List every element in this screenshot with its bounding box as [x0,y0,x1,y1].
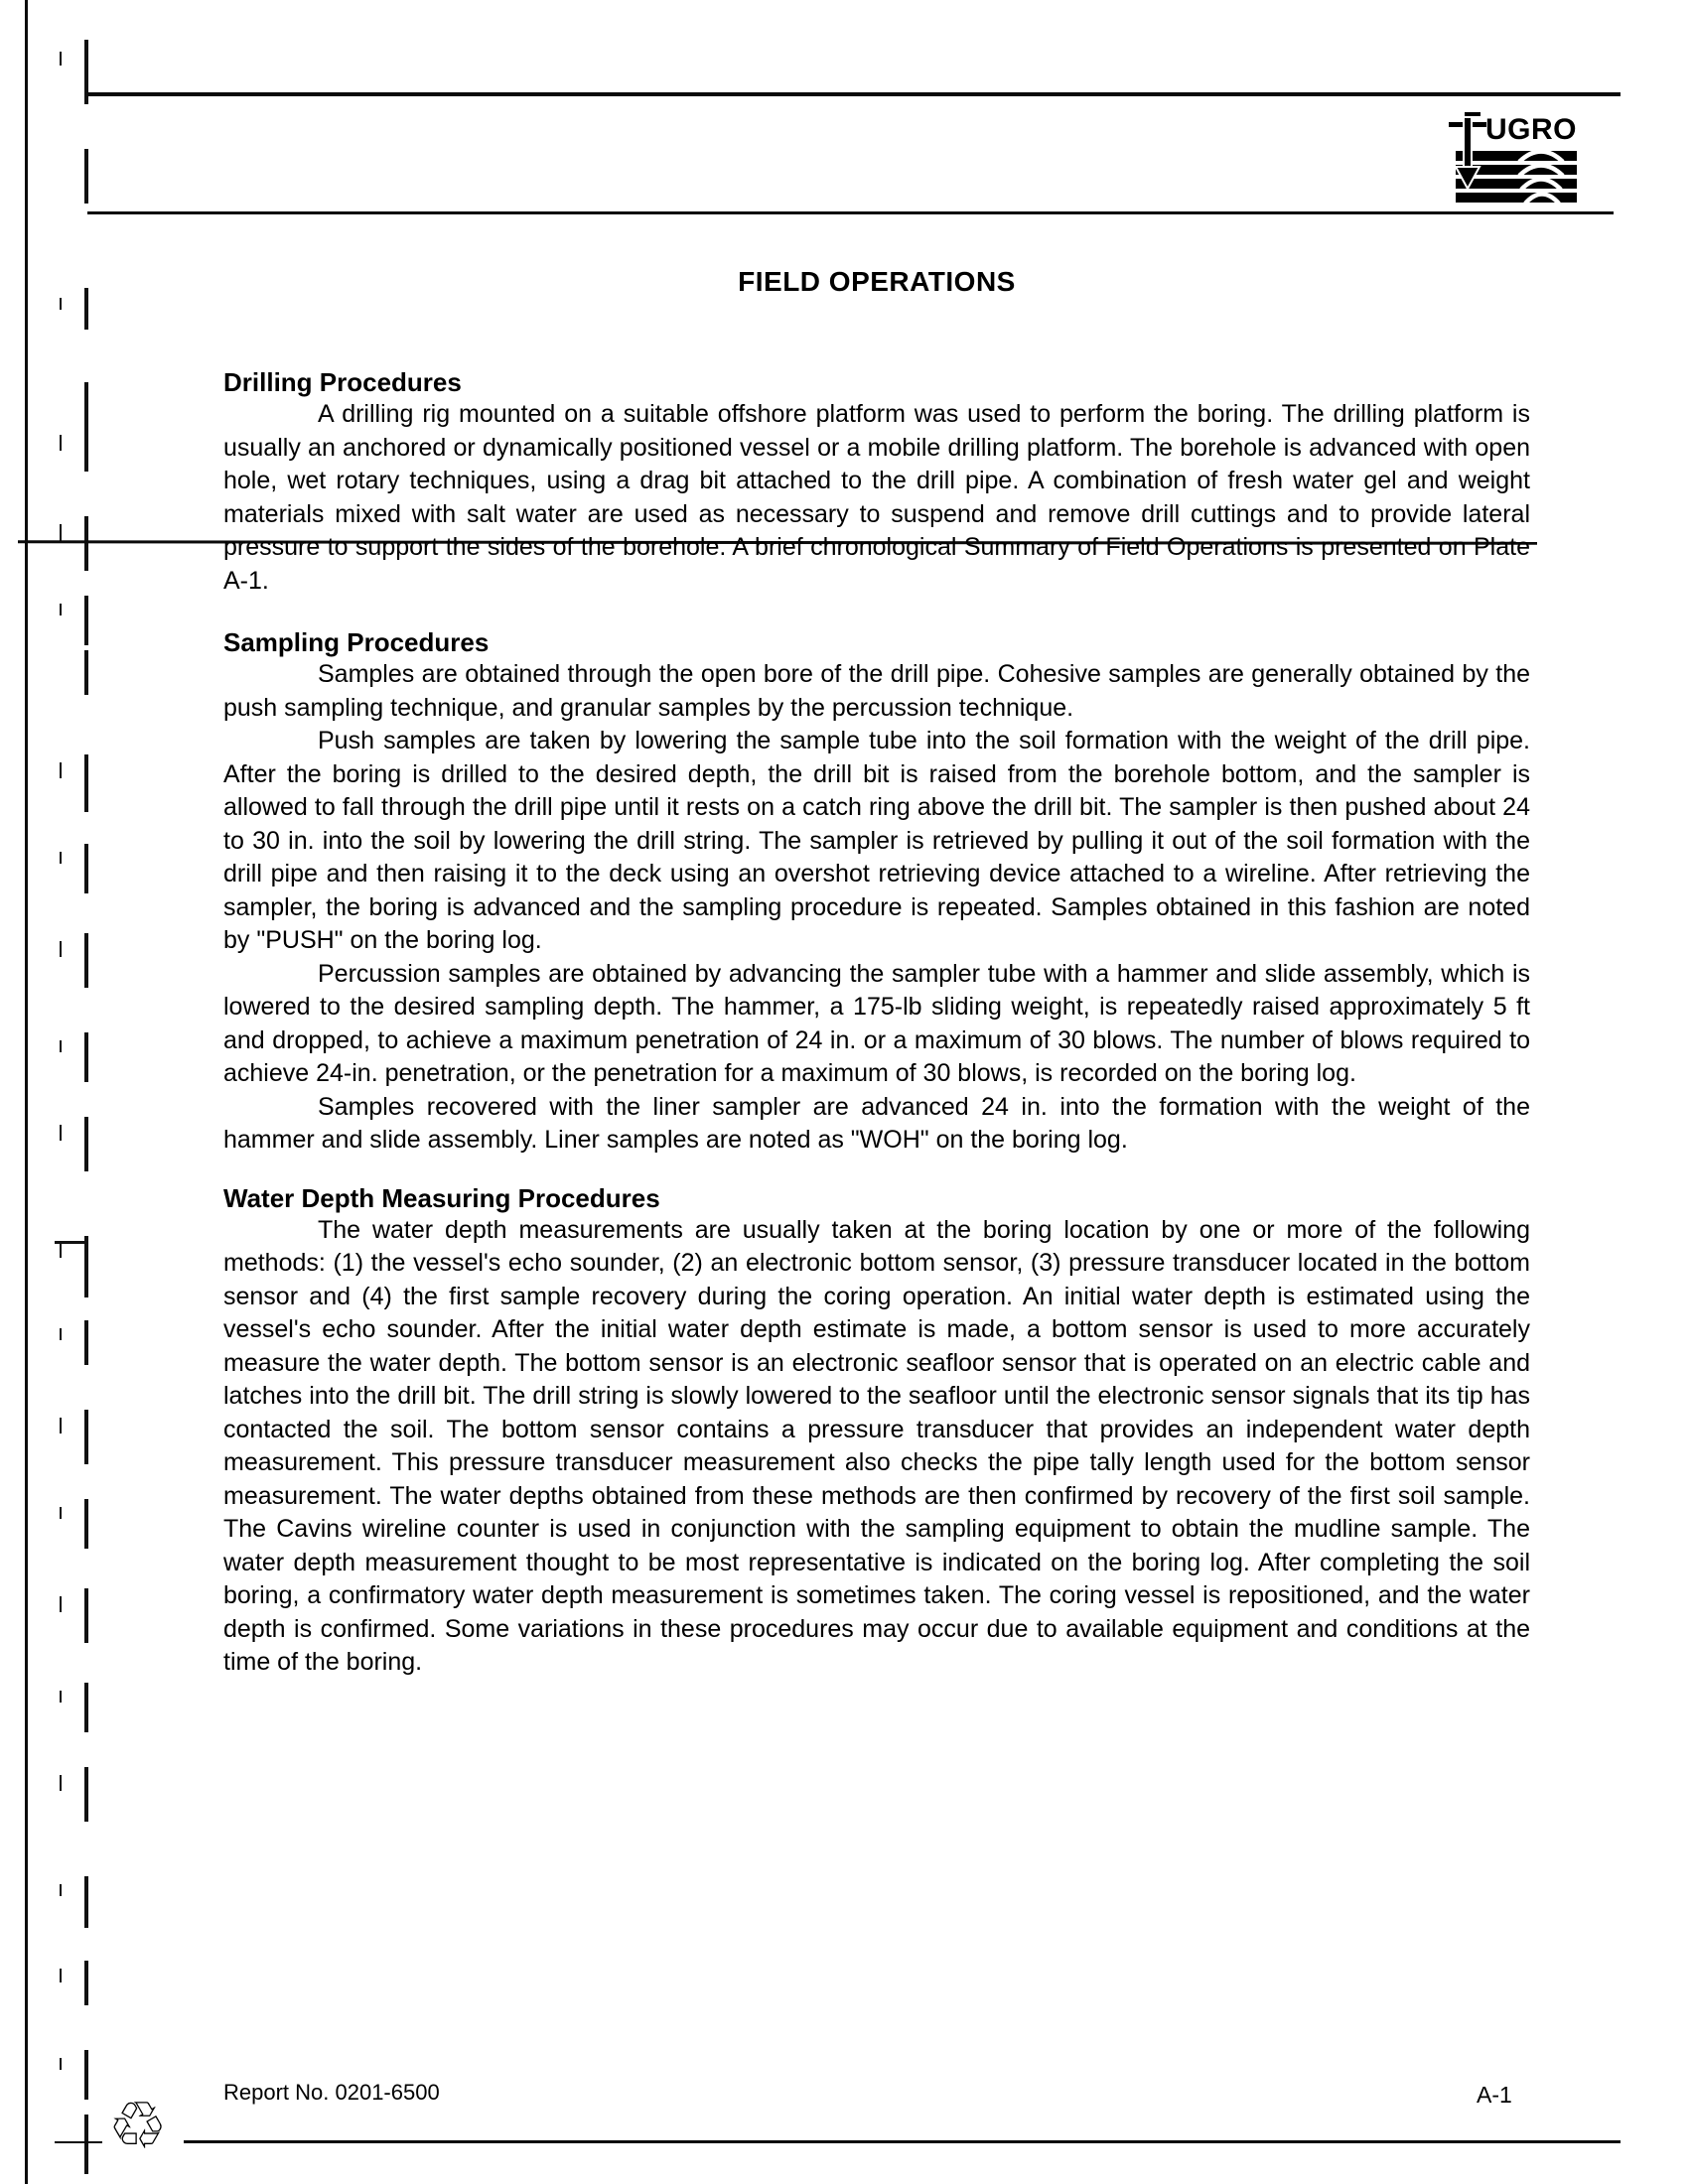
scan-artifact-dot [60,1328,62,1340]
scan-artifact-tick [84,1499,88,1549]
scan-artifact-dot [60,762,62,778]
scan-artifact-dot [60,941,62,957]
paragraph-water-depth-1: The water depth measurements are usually taken at the boring location by one or more of the following methods: (1) the vessel's echo sounder, (2) an electronic bottom sensor, (3) pressure transducer located in the bottom sensor and (4) the first sample recovery during the coring operation. An initial water depth is estimated using the vessel's echo sounder. After the initial water depth estimate is made, a bottom sensor is used to more accurately measure the water depth. The bottom sensor is an electronic seafloor sensor that is operated on an electric cable and latches into the drill bit. The drill string is slowly lowered to the seafloor until the electronic sensor signals that its tip has contacted the soil. The bottom sensor contains a pressure transducer that provides an independent water depth measurement. This pressure transducer measurement also checks the pipe tally length used for the bottom sensor measurement. The water depths obtained from these methods are then confirmed by recovery of the first soil sample. The Cavins wireline counter is used in conjunction with the sampling equipment to obtain the mudline sample. The water depth measurement thought to be most representative is indicated on the boring log. After completing the soil boring, a confirmatory water depth measurement is sometimes taken. The coring vessel is repositioned, and the water depth is confirmed. Some variations in these procedures may occur due to available equipment and conditions at the time of the boring. [223,1215,1530,1676]
recycle-icon: ♲ [102,2093,173,2158]
document-body [223,266,1530,1680]
page-title: FIELD OPERATIONS [738,266,1016,297]
scan-artifact-dot [60,1244,62,1258]
scan-artifact-tick [84,1320,88,1365]
scan-artifact-tick [84,288,88,330]
scan-edge-line [25,0,28,2184]
scan-artifact-tick [84,1876,88,1928]
scan-artifact-tick [84,1961,88,2005]
scan-artifact-dot [60,298,62,310]
header-rule-bottom [87,211,1614,214]
scan-artifact-dot [60,1969,62,1982]
paragraph-sampling-4: Samples recovered with the liner sampler are advanced 24 in. into the formation with the weight of the hammer and slide assembly. Liner samples are noted as "WOH" on the boring log. [223,1092,1530,1154]
paragraph-drilling-1: A drilling rig mounted on a suitable offshore platform was used to perform the boring. The drilling platform is usually an anchored or dynamically positioned vessel or a mobile drilling platform. The borehole is advanced with open hole, wet rotary techniques, using a drag bit attached to the drill pipe. A combination of fresh water gel and weight materials mixed with salt water are used as necessary to suspend and remove drill cuttings and to provide lateral pressure to support the sides of the borehole. A brief chronological Summary of Field Operations is presented on Plate A-1. [223,400,1530,595]
scan-artifact-tick [84,1117,88,1171]
section-heading-sampling-procedures: Sampling Procedures [223,627,490,657]
scan-artifact-dot [60,604,62,615]
footer-rule [184,2140,1621,2143]
scan-artifact-dot [60,52,62,66]
scan-artifact-tick [84,149,88,204]
scan-artifact-tick [84,2050,88,2100]
section-heading-drilling-procedures: Drilling Procedures [223,367,462,397]
scan-artifact-dot [60,1507,62,1519]
fugro-logo-text: UGRO [1485,113,1577,146]
scan-artifact-tick [84,516,88,571]
scan-artifact-tick [84,1588,88,1643]
scan-artifact-tick [84,933,88,988]
scan-artifact-dot [60,1884,62,1896]
scan-artifact-dot [60,852,62,864]
scan-artifact-tick [84,1683,88,1732]
scan-artifact-tick [84,650,88,695]
scan-artifact-dot [60,435,62,451]
scan-artifact-tick [84,1767,88,1822]
scan-artifact-tick [84,1236,88,1297]
scan-artifact-dot [60,1418,62,1433]
scan-artifact-dot [60,1040,62,1052]
paragraph-sampling-1: Samples are obtained through the open bore of the drill pipe. Cohesive samples are generally obtained by the push sampling technique, and granular samples by the percussion technique. [223,660,1530,722]
scan-artifact-dot [60,1691,62,1703]
header-rule-top [87,92,1621,96]
scan-artifact-dot [60,2058,62,2070]
scan-artifact-tick [84,754,88,812]
fugro-logo [1442,107,1583,206]
page-number: A-1 [1477,2082,1512,2108]
scan-artifact-tick [84,1410,88,1464]
report-number: Report No. 0201-6500 [223,2080,440,2105]
scan-artifact-dot [60,1125,62,1141]
paragraph-sampling-2: Push samples are taken by lowering the sample tube into the soil formation with the weight of the drill pipe. After the boring is drilled to the desired depth, the drill bit is raised from the borehole bottom, and the sampler is allowed to fall through the drill pipe until it rests on a catch ring above the drill bit. The sampler is then pushed about 24 to 30 in. into the soil by lowering the drill string. The sampler is retrieved by pulling it out of the soil formation with the drill pipe and then raising it to the deck using an overshot retrieving device attached to a wireline. After retrieving the sampler, the boring is advanced and the sampling procedure is repeated. Samples obtained in this fashion are noted by "PUSH" on the boring log. [223,727,1530,954]
fugro-logo-graphic [1442,107,1583,206]
scan-artifact-tick [84,1032,88,1082]
scan-artifact-dot [60,1775,62,1791]
scan-artifact-tick [84,427,88,472]
section-heading-water-depth: Water Depth Measuring Procedures [223,1182,660,1213]
scan-artifact-tick [84,2115,88,2174]
scan-artifact-dash [55,1241,88,1244]
scan-artifact-tick [84,596,88,645]
scan-artifact-tick [84,844,88,893]
scan-artifact-dot [60,1596,62,1612]
paragraph-sampling-3: Percussion samples are obtained by advancing the sampler tube with a hammer and slide assembly, which is lowered to the desired sampling depth. The hammer, a 175-lb sliding weight, is repeatedly raised approximately 5 ft and dropped, to achieve a maximum penetration of 24 in. or a maximum of 30 blows. The number of blows required to achieve 24-in. penetration, or the penetration for a maximum of 30 blows, is recorded on the boring log. [223,959,1530,1087]
